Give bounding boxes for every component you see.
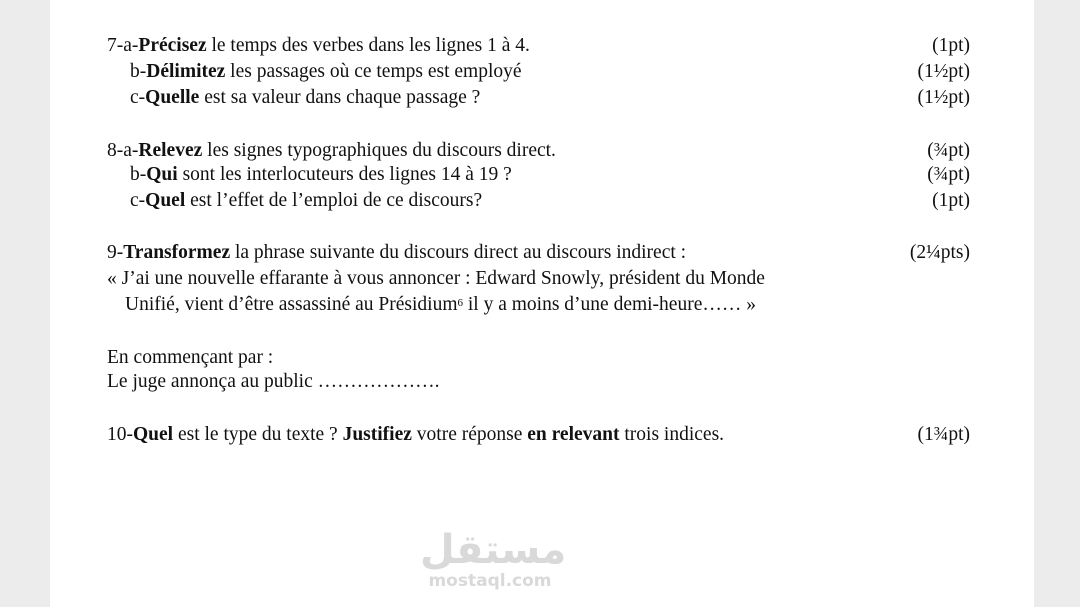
watermark-logo <box>420 527 567 591</box>
question-7c: c-Quelle est sa valeur dans chaque passage ? (1½pt) <box>130 85 970 111</box>
quote-line-1: « J’ai une nouvelle effarante à vous annoncer : Edward Snowly, président du Monde <box>107 268 765 289</box>
points-8b: (¾pt) <box>927 164 970 185</box>
points-7b: (1½pt) <box>917 61 970 82</box>
question-10: 10-Quel est le type du texte ? Justifiez votre réponse en relevant trois indices. (1¾pt) <box>107 422 970 448</box>
question-8a: 8-a-Relevez les signes typographiques du discours direct. (¾pt) <box>107 138 970 164</box>
instruction-line-2: Le juge annonça au public ………………. <box>107 371 440 392</box>
watermark-arabic: مستقل <box>420 527 567 573</box>
question-8c: c-Quel est l’effet de l’emploi de ce discours? (1pt) <box>130 188 970 214</box>
points-8c: (1pt) <box>932 190 970 211</box>
points-7c: (1½pt) <box>917 87 970 108</box>
question-8b: b-Qui sont les interlocuteurs des lignes 14 à 19 ? (¾pt) <box>130 162 970 188</box>
points-8a: (¾pt) <box>927 140 970 161</box>
question-9: 9-Transformez la phrase suivante du discours direct au discours indirect : (2¼pts) <box>107 240 970 266</box>
points-7a: (1pt) <box>932 35 970 56</box>
quote-line-2: Unifié, vient d’être assassiné au Présidium$^6$ il y a moins d’une demi-heure…… » <box>125 294 756 315</box>
question-7a: 7-a-Précisez le temps des verbes dans les lignes 1 à 4. (1pt) <box>107 33 970 59</box>
document-page <box>50 0 1034 607</box>
watermark-latin: mostaql.com <box>428 571 552 591</box>
points-10: (1¾pt) <box>917 424 970 445</box>
question-7b: b-Délimitez les passages où ce temps est employé (1½pt) <box>130 59 970 85</box>
instruction-line-1: En commençant par : <box>107 347 274 368</box>
points-9: (2¼pts) <box>909 242 970 263</box>
footnote-marker: 6 <box>457 297 463 309</box>
